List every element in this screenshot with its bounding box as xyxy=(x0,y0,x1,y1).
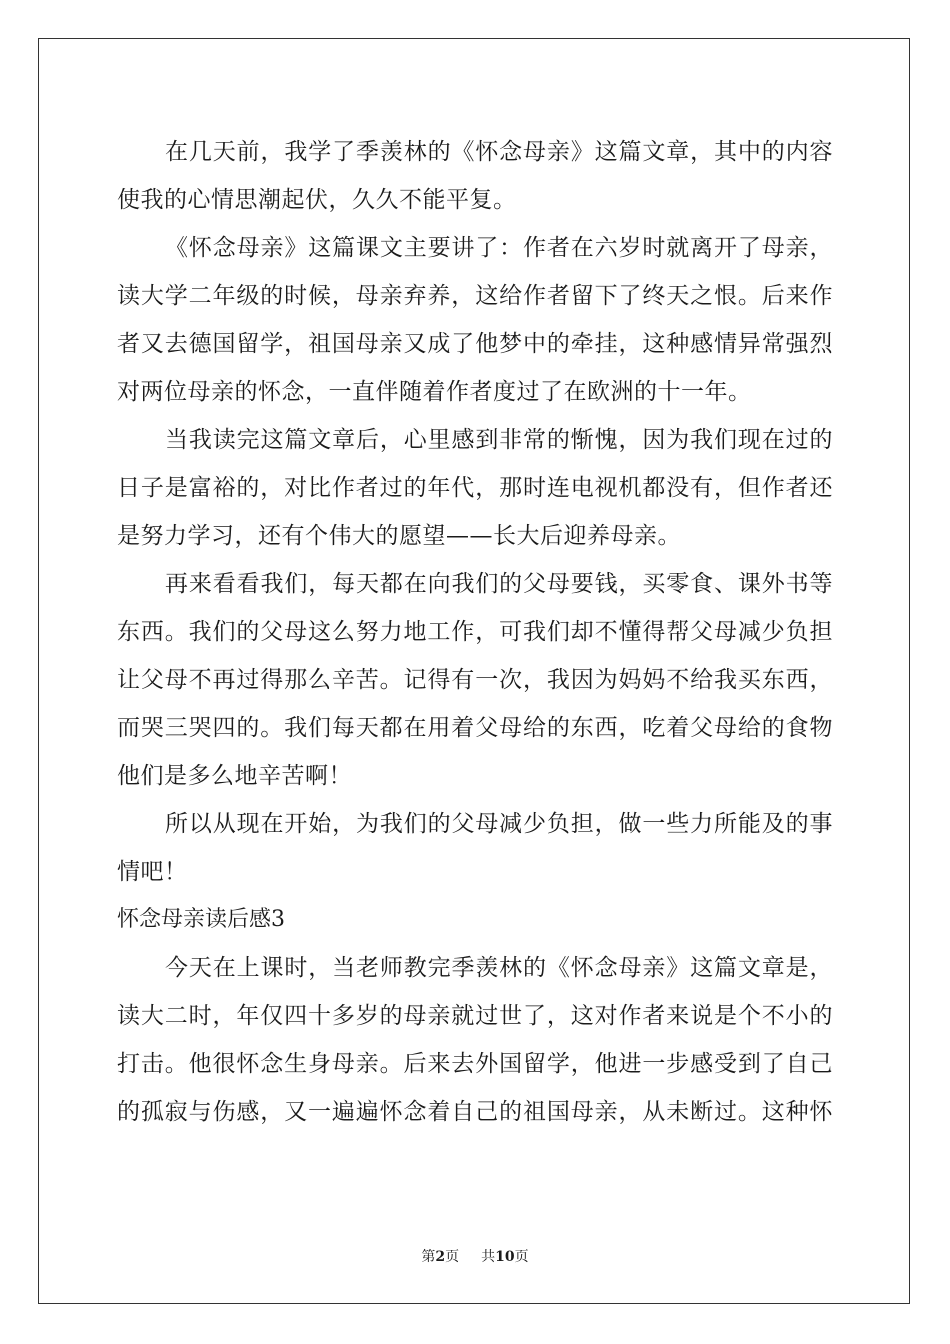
paragraph-line: 当我读完这篇文章后，心里感到非常的惭愧，因为我们现在过的 xyxy=(165,427,833,453)
paragraph-line: 所以从现在开始，为我们的父母减少负担，做一些力所能及的事 xyxy=(165,811,833,837)
paragraph-line: 情吧！ xyxy=(117,859,188,885)
paragraph-line: 他们是多么地辛苦啊！ xyxy=(117,763,352,789)
paragraph-line: 使我的心情思潮起伏，久久不能平复。 xyxy=(117,187,517,213)
paragraph-line: 的孤寂与伤感，又一遍遍怀念着自己的祖国母亲，从未断过。这种怀 xyxy=(117,1099,833,1125)
paragraph-line: 再来看看我们，每天都在向我们的父母要钱，买零食、课外书等 xyxy=(165,571,833,597)
paragraph-line: 今天在上课时，当老师教完季羡林的《怀念母亲》这篇文章是， xyxy=(165,955,833,981)
total-prefix: 共 xyxy=(481,1249,496,1265)
paragraph-line: 者又去德国留学，祖国母亲又成了他梦中的牵挂，这种感情异常强烈 xyxy=(117,331,833,357)
paragraph-line: 东西。我们的父母这么努力地工作，可我们却不懂得帮父母减少负担 xyxy=(117,619,833,645)
paragraph-line: 读大二时，年仅四十多岁的母亲就过世了，这对作者来说是个不小的 xyxy=(117,1003,833,1029)
paragraph-line: 读大学二年级的时候，母亲弃养，这给作者留下了终天之恨。后来作 xyxy=(117,283,833,309)
paragraph-line: 打击。他很怀念生身母亲。后来去外国留学，他进一步感受到了自己 xyxy=(117,1051,833,1077)
section-heading: 怀念母亲读后感3 xyxy=(117,907,285,932)
page-prefix: 第 xyxy=(421,1249,436,1265)
paragraph-line: 是努力学习，还有个伟大的愿望——长大后迎养母亲。 xyxy=(117,523,681,549)
paragraph-line: 而哭三哭四的。我们每天都在用着父母给的东西，吃着父母给的食物 xyxy=(117,715,833,741)
page-number: 2 xyxy=(435,1249,446,1265)
paragraph-line: 对两位母亲的怀念，一直伴随着作者度过了在欧洲的十一年。 xyxy=(117,379,752,405)
page-footer xyxy=(0,1246,950,1266)
total-pages: 10 xyxy=(495,1249,515,1265)
paragraph-line: 日子是富裕的，对比作者过的年代，那时连电视机都没有，但作者还 xyxy=(117,475,833,501)
page-suffix: 页 xyxy=(445,1249,460,1265)
total-suffix: 页 xyxy=(514,1249,529,1265)
document-body xyxy=(117,128,833,1136)
paragraph-line: 在几天前，我学了季羡林的《怀念母亲》这篇文章，其中的内容 xyxy=(165,139,833,165)
paragraph-line: 《怀念母亲》这篇课文主要讲了：作者在六岁时就离开了母亲， xyxy=(165,235,833,261)
paragraph-line: 让父母不再过得那么辛苦。记得有一次，我因为妈妈不给我买东西， xyxy=(117,667,833,693)
